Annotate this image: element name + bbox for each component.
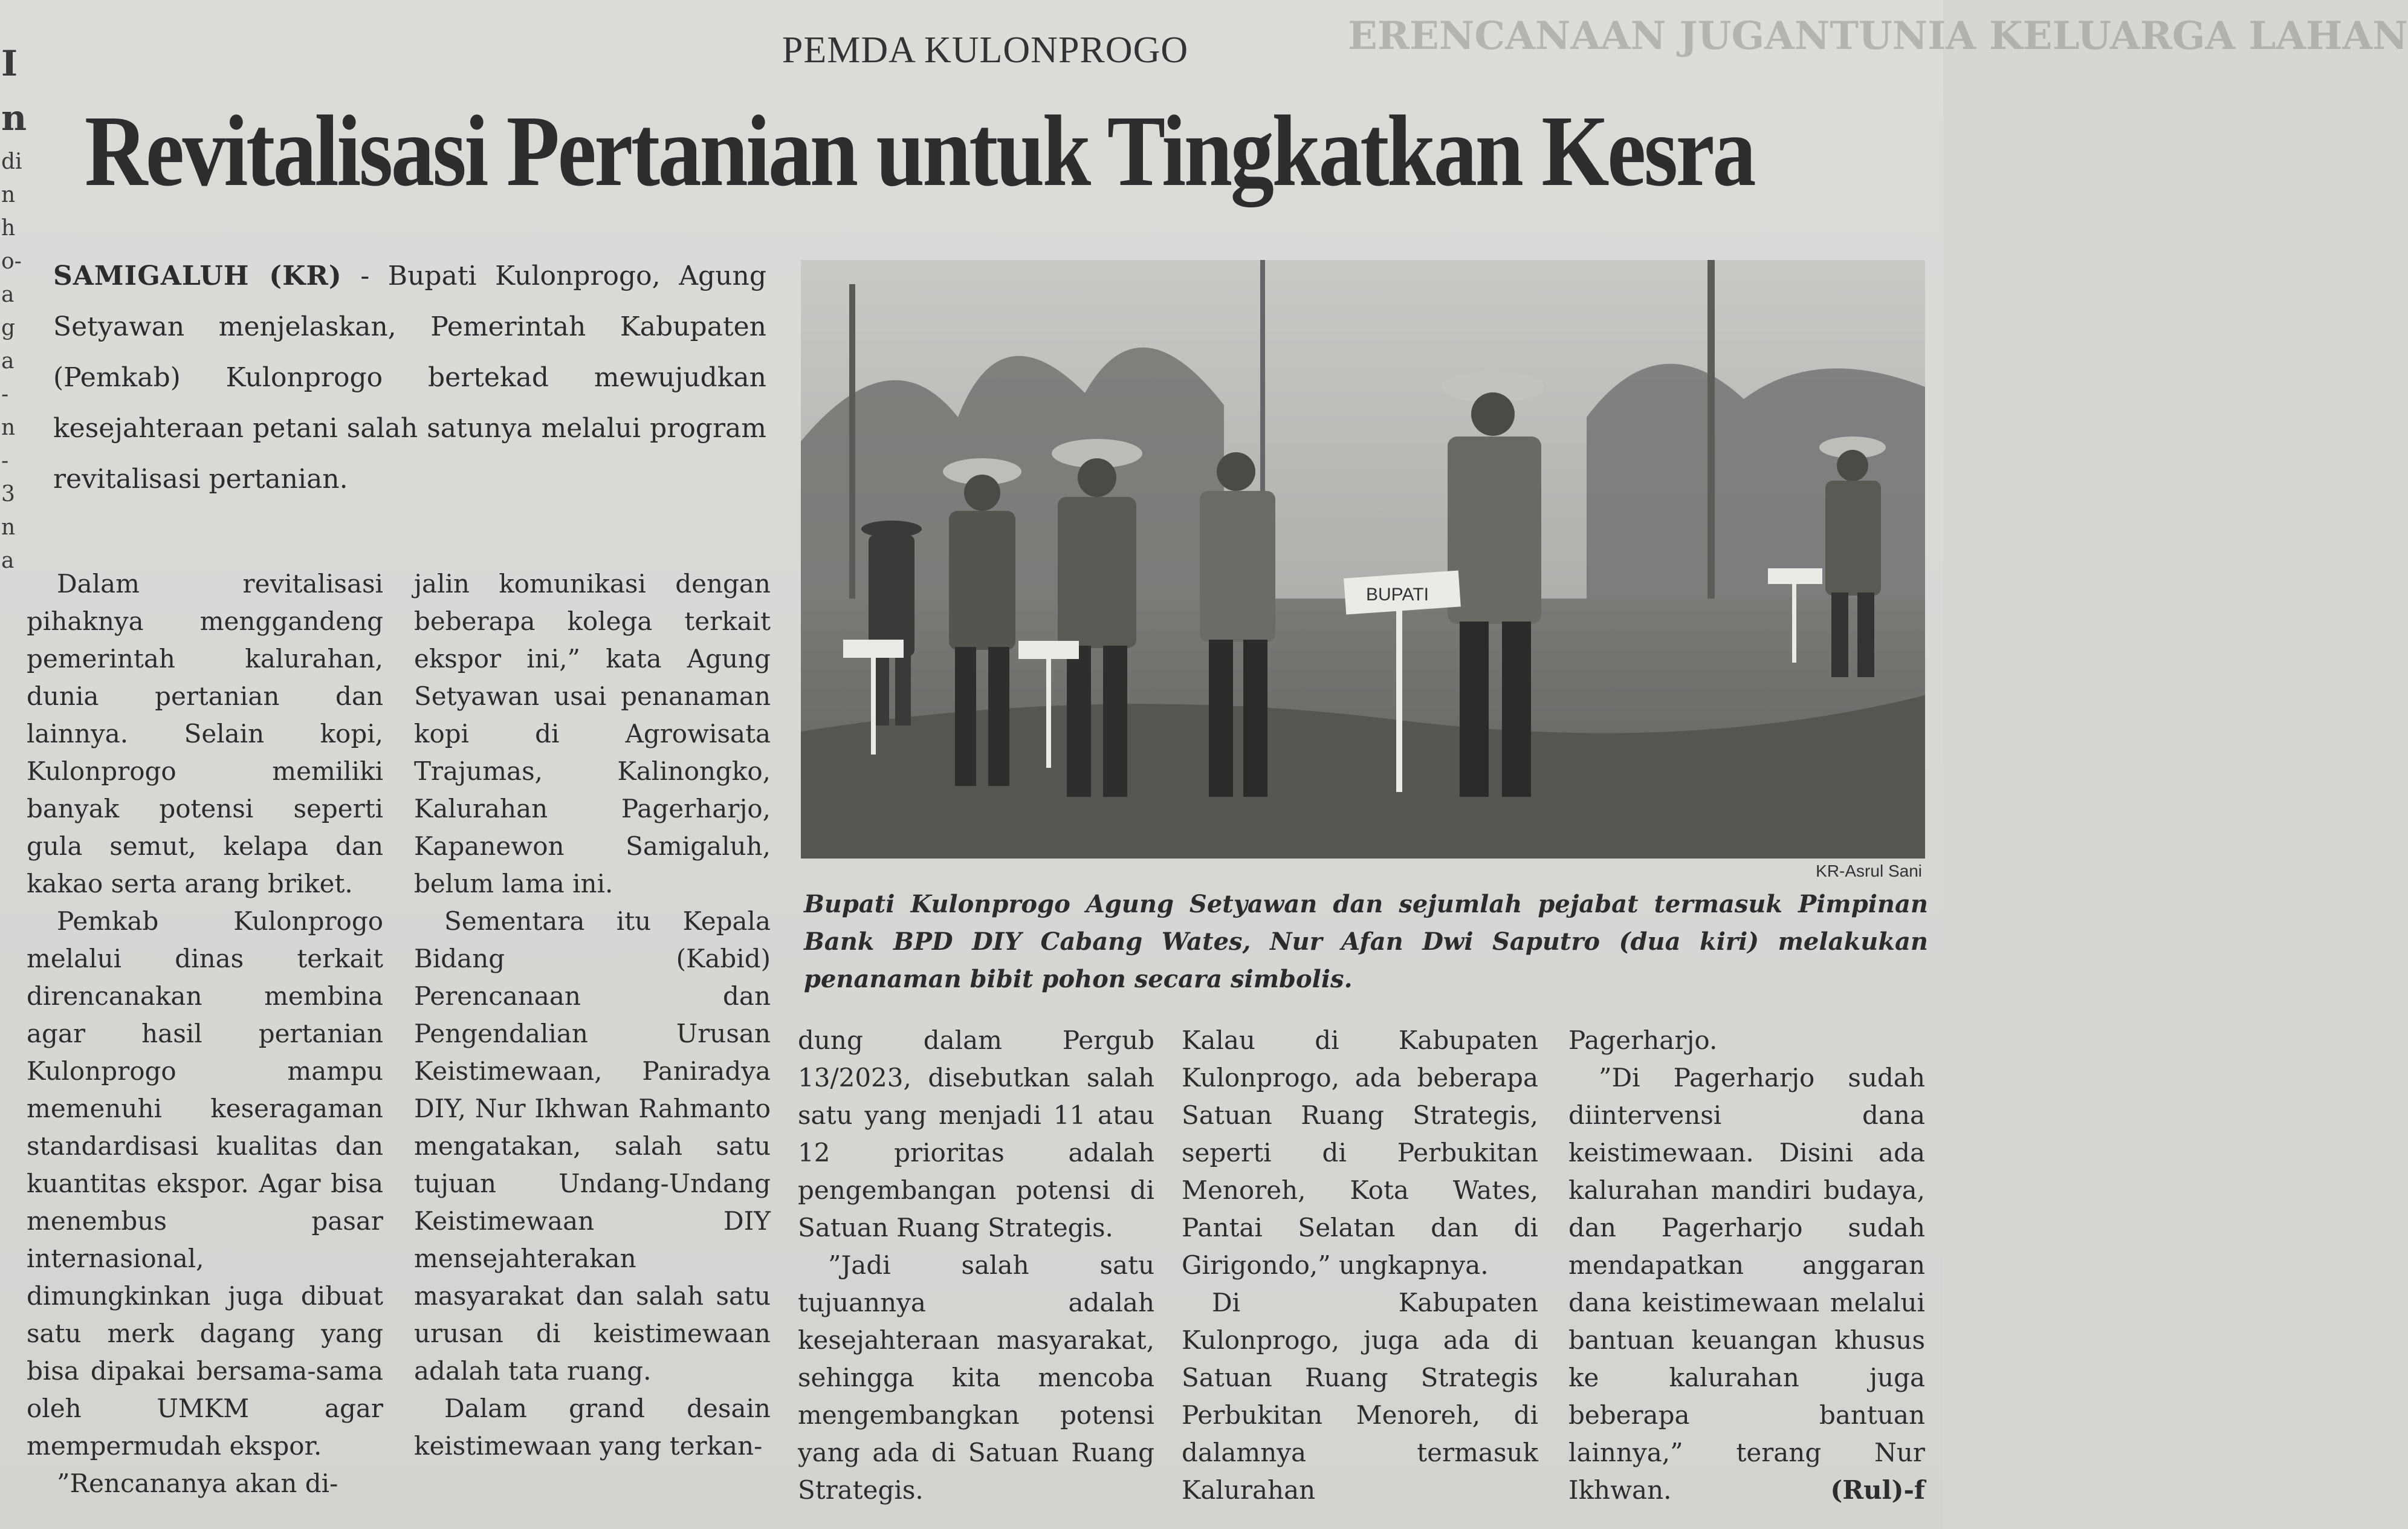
paragraph: jalin komunikasi dengan beberapa kolega terkait ekspor ini,” kata Agung Setyawan usai penanaman kopi di Agrowisata Trajumas, Kalinongko, Kalurahan Pagerharjo, Kapanewon Samigaluh, belum lama ini. <box>414 569 771 898</box>
bupati-sign-text: BUPATI <box>1366 585 1429 605</box>
lead-text: - Bupati Kulonprogo, Agung Setyawan menjelaskan, Pemerintah Kabupaten (Pemkab) Kulonprogo bertekad mewujudkan kesejahteraan petani salah satunya melalui program revitalisasi pertanian. <box>53 261 766 495</box>
author-signature: (Rul)-f <box>1830 1475 1925 1505</box>
article-column-4 <box>1182 1022 1538 1505</box>
adjacent-article-bleed: I n di n h o- a g a - n - 3 n a <box>1 43 27 573</box>
paragraph: dung dalam Pergub 13/2023, disebutkan salah satu yang menjadi 11 atau 12 prioritas adalah pengembangan potensi di Satuan Ruang Strategis. <box>798 1025 1154 1242</box>
photo-credit: KR-Asrul Sani <box>1816 862 1922 880</box>
paragraph: Sementara itu Kepala Bidang (Kabid) Perencanaan dan Pengendalian Urusan Keistimewaan, Paniradya DIY, Nur Ikhwan Rahmanto mengatakan, salah satu tujuan Undang-Undang Keistimewaan DIY mensejahterakan masyarakat dan salah satu urusan di keistimewaan adalah tata ruang. <box>414 906 771 1386</box>
paragraph: ”Rencananya akan di- <box>57 1469 338 1498</box>
paragraph: Di Kabupaten Kulonprogo, juga ada di Satuan Ruang Strategis Perbukitan Menoreh, di dalamnya termasuk Kalurahan <box>1182 1288 1538 1505</box>
paragraph: Dalam grand desain keistimewaan yang terkan- <box>414 1394 771 1461</box>
paragraph-text: ”Di Pagerharjo sudah diintervensi dana keistimewaan. Disini ada kalurahan mandiri budaya, dan Pagerharjo sudah mendapatkan anggaran dana keistimewaan melalui bantuan keuangan khusus ke kalurahan juga beberapa bantuan lainnya,” terang Nur Ikhwan. <box>1568 1063 1925 1505</box>
article-column-2 <box>414 565 771 1502</box>
paragraph: ”Jadi salah satu tujuannya adalah kesejahteraan masyarakat, sehingga kita mencoba mengembangkan potensi yang ada di Satuan Ruang Strategis. <box>798 1250 1154 1505</box>
article-column-5 <box>1568 1022 1925 1505</box>
adjacent-headline-bleed: ERENCANAAN JUGANTUNIA KELUARGA LAHAN <box>1348 13 2408 59</box>
article-headline: Revitalisasi Pertanian untuk Tingkatkan Kesra <box>85 95 1755 207</box>
lead-paragraph <box>53 251 766 505</box>
article-photo <box>801 260 1925 859</box>
section-rubric: PEMDA KULONPROGO <box>782 30 1189 71</box>
paragraph: Kalau di Kabupaten Kulonprogo, ada beberapa Satuan Ruang Strategis, seperti di Perbukitan Menoreh, Kota Wates, Pantai Selatan dan di Girigondo,” ungkapnya. <box>1182 1025 1538 1280</box>
photo-caption: Bupati Kulonprogo Agung Setyawan dan sejumlah pejabat termasuk Pimpinan Bank BPD DIY Cabang Wates, Nur Afan Dwi Saputro (dua kiri) melakukan penanaman bibit pohon secara simbolis. <box>804 890 1928 993</box>
dateline: SAMIGALUH (KR) <box>53 261 342 291</box>
paragraph: Pagerharjo. <box>1568 1025 1718 1055</box>
paragraph: Dalam revitalisasi pihaknya menggandeng pemerintah kalurahan, dunia pertanian dan lainnya. Selain kopi, Kulonprogo memiliki banyak potensi seperti gula semut, kelapa dan kakao serta arang briket. <box>27 569 383 898</box>
article-column-3 <box>798 1022 1154 1505</box>
photo-field-planting <box>801 260 1925 859</box>
article-column-1 <box>27 565 383 1502</box>
paragraph: Pemkab Kulonprogo melalui dinas terkait direncanakan membina agar hasil pertanian Kulonprogo mampu memenuhi keseragaman standardisasi kualitas dan kuantitas ekspor. Agar bisa menembus pasar internasional, dimungkinkan juga dibuat satu merk dagang yang bisa dipakai bersama-sama oleh UMKM agar mempermudah ekspor. <box>27 906 383 1461</box>
paragraph <box>1568 1059 1925 1509</box>
